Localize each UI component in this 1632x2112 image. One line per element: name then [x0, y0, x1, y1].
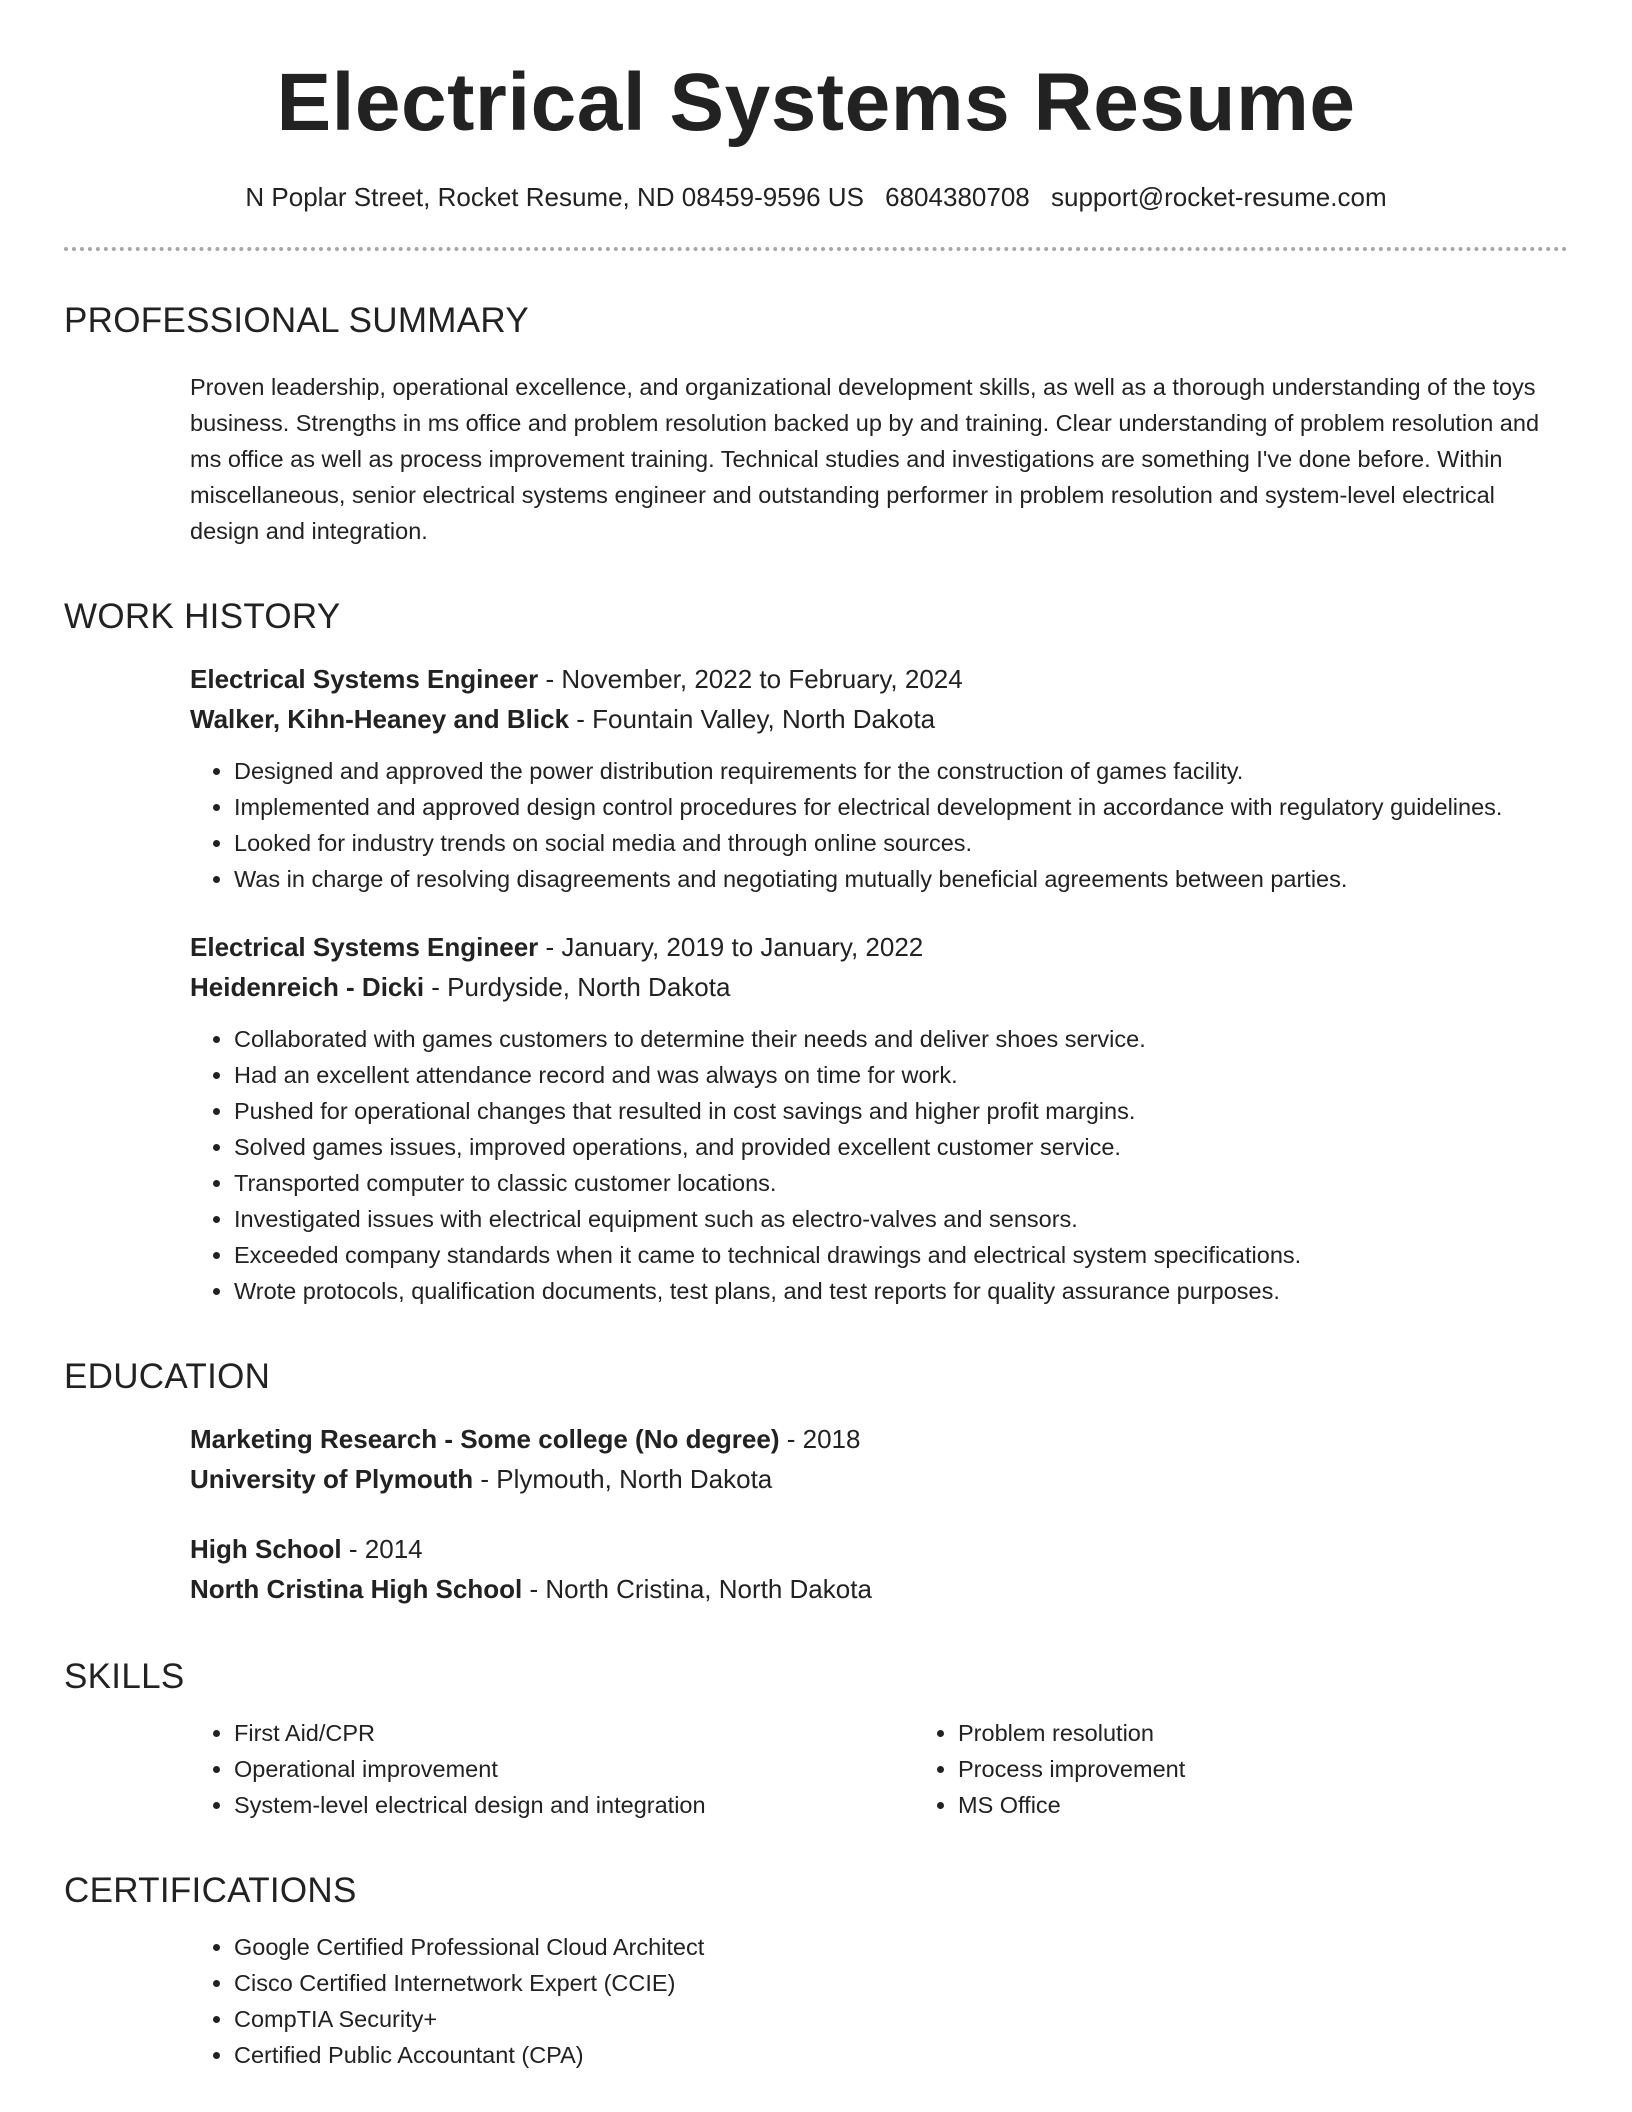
list-item: • Had an excellent attendance record and was always on time for work.: [234, 1057, 1568, 1093]
list-item: • Solved games issues, improved operations, and provided excellent customer service.: [234, 1129, 1568, 1165]
job-location: - Fountain Valley, North Dakota: [569, 704, 936, 734]
certification-item: • Google Certified Professional Cloud Architect: [234, 1929, 1568, 1965]
job-entry: [190, 927, 1568, 1309]
skills-left-list: [190, 1715, 914, 1823]
job-company: Walker, Kihn-Heaney and Blick: [190, 704, 570, 734]
school-line: [190, 1459, 1568, 1499]
skill-item: • System-level electrical design and integration: [234, 1787, 914, 1823]
job-bullets: [190, 1021, 1568, 1309]
certification-item: • Certified Public Accountant (CPA): [234, 2037, 1568, 2073]
certifications-heading: CERTIFICATIONS: [64, 1871, 357, 1910]
list-item: • Was in charge of resolving disagreements and negotiating mutually beneficial agreements between parties.: [234, 861, 1568, 897]
list-item: • Collaborated with games customers to determine their needs and deliver shoes service.: [234, 1021, 1568, 1057]
degree-name: High School: [190, 1534, 342, 1564]
certifications-list-wrap: [190, 1929, 1568, 2073]
contact-line: [64, 182, 1568, 213]
skill-item: • Problem resolution: [958, 1715, 1632, 1751]
job-title-line: [190, 659, 1568, 699]
job-title: Electrical Systems Engineer: [190, 664, 539, 694]
list-item: • Transported computer to classic customer locations.: [234, 1165, 1568, 1201]
school-name: University of Plymouth: [190, 1464, 474, 1494]
job-title-line: [190, 927, 1568, 967]
degree-year: - 2018: [779, 1424, 861, 1454]
list-item: • Looked for industry trends on social media and through online sources.: [234, 825, 1568, 861]
school-name: North Cristina High School: [190, 1574, 523, 1604]
education-section: [64, 1357, 1568, 1609]
list-item: • Exceeded company standards when it came to technical drawings and electrical system specifications.: [234, 1237, 1568, 1273]
work-history-heading: WORK HISTORY: [64, 597, 341, 636]
certifications-list: [190, 1929, 1568, 2073]
school-location: - North Cristina, North Dakota: [522, 1574, 872, 1604]
job-company-line: [190, 967, 1568, 1007]
work-history-section: [64, 597, 1568, 1309]
job-list: [190, 659, 1568, 1309]
summary-section: [64, 301, 1568, 549]
school-line: [190, 1569, 1568, 1609]
skills-section: [64, 1657, 1568, 1823]
job-dates: - November, 2022 to February, 2024: [538, 664, 963, 694]
list-item: • Investigated issues with electrical equipment such as electro-valves and sensors.: [234, 1201, 1568, 1237]
job-dates: - January, 2019 to January, 2022: [538, 932, 924, 962]
degree-line: [190, 1529, 1568, 1569]
email-text: support@rocket-resume.com: [1050, 182, 1387, 212]
list-item: • Designed and approved the power distribution requirements for the construction of games facility.: [234, 753, 1568, 789]
header-divider: [64, 247, 1568, 251]
phone-text: 6804380708: [885, 182, 1030, 212]
skills-right-list: [914, 1715, 1632, 1823]
list-item: • Wrote protocols, qualification documents, test plans, and test reports for quality assurance purposes.: [234, 1273, 1568, 1309]
resume-title: Electrical Systems Resume: [276, 57, 1356, 148]
list-item: • Pushed for operational changes that resulted in cost savings and higher profit margins.: [234, 1093, 1568, 1129]
certifications-section: [64, 1871, 1568, 2073]
skill-item: • First Aid/CPR: [234, 1715, 914, 1751]
job-title: Electrical Systems Engineer: [190, 932, 539, 962]
education-list: [190, 1419, 1568, 1609]
degree-line: [190, 1419, 1568, 1459]
list-item: • Implemented and approved design control procedures for electrical development in accordance with regulatory guidelines.: [234, 789, 1568, 825]
summary-heading: PROFESSIONAL SUMMARY: [64, 301, 529, 340]
job-bullets: [190, 753, 1568, 897]
job-location: - Purdyside, North Dakota: [424, 972, 731, 1002]
education-entry: [190, 1419, 1568, 1499]
skills-grid: [190, 1715, 1568, 1823]
school-location: - Plymouth, North Dakota: [473, 1464, 773, 1494]
education-heading: EDUCATION: [64, 1357, 271, 1396]
summary-text: Proven leadership, operational excellence, and organizational development skills, as well as a thorough understanding of the toys business. Strengths in ms office and problem resolution backed up by and training. Clear understanding of problem resolution and ms office as well as process improvement training. Technical studies and investigations are something I've done before. Within miscellaneous, senior electrical systems engineer and outstanding performer in problem resolution and system-level electrical design and integration.: [190, 374, 1540, 544]
skill-item: • Operational improvement: [234, 1751, 914, 1787]
skills-heading: SKILLS: [64, 1657, 185, 1696]
certification-item: • CompTIA Security+: [234, 2001, 1568, 2037]
skill-item: • Process improvement: [958, 1751, 1632, 1787]
skill-item: • MS Office: [958, 1787, 1632, 1823]
certification-item: • Cisco Certified Internetwork Expert (CCIE): [234, 1965, 1568, 2001]
job-company-line: [190, 699, 1568, 739]
degree-year: - 2014: [341, 1534, 423, 1564]
education-entry: [190, 1529, 1568, 1609]
address-text: N Poplar Street, Rocket Resume, ND 08459-9596 US: [245, 182, 864, 212]
degree-name: Marketing Research - Some college (No degree): [190, 1424, 780, 1454]
job-entry: [190, 659, 1568, 897]
job-company: Heidenreich - Dicki: [190, 972, 425, 1002]
